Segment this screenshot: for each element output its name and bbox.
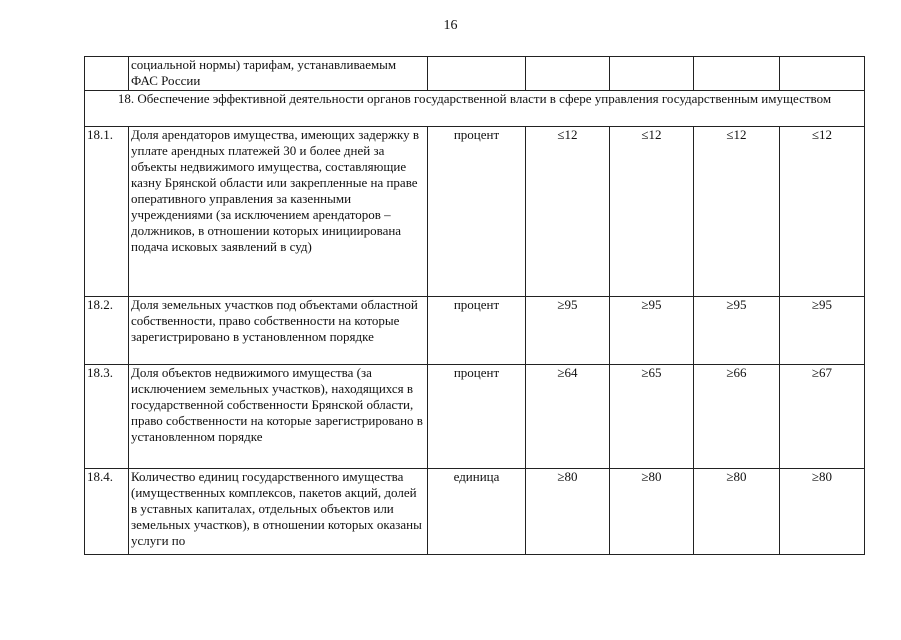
row-unit: процент <box>428 297 526 365</box>
table-row <box>85 469 865 555</box>
row-unit: процент <box>428 365 526 469</box>
row-value-3: ≥66 <box>694 365 780 469</box>
row-unit: единица <box>428 469 526 555</box>
cell-name-continued: социальной нормы) тарифам, устанавливаемым ФАС России <box>129 57 428 91</box>
table-row-continued <box>85 57 865 91</box>
row-value-2: ≥80 <box>610 469 694 555</box>
row-number: 18.4. <box>85 469 129 555</box>
page-number: 16 <box>443 18 458 33</box>
row-indicator-name: Доля объектов недвижимого имущества (за исключением земельных участков), находящихся в государственной собственности Брянской области, право собственности на которые зарегистрировано в установленном порядке <box>129 365 428 469</box>
row-indicator-name: Доля арендаторов имущества, имеющих задержку в уплате арендных платежей 30 и более дней за объекты недвижимого имущества, составляющие казну Брянской области или закрепленные на праве оперативного управления за казенными учреждениями (за исключением арендаторов – должников, в отношении которых инициирована подача исковых заявлений в суд) <box>129 127 428 297</box>
table-row <box>85 297 865 365</box>
row-value-2: ≥95 <box>610 297 694 365</box>
row-value-3: ≥80 <box>694 469 780 555</box>
row-indicator-name: Количество единиц государственного имущества (имущественных комплексов, пакетов акций, долей в уставных капиталах, отдельных объектов или земельных участков), в отношении которых оказаны услуги по <box>129 469 428 555</box>
row-value-1: ≥80 <box>526 469 610 555</box>
table-row <box>85 127 865 297</box>
row-value-3: ≥95 <box>694 297 780 365</box>
row-value-4: ≥67 <box>780 365 865 469</box>
section-header-row <box>85 91 865 127</box>
row-value-2: ≥65 <box>610 365 694 469</box>
row-value-1: ≥64 <box>526 365 610 469</box>
cell-value-continued-4 <box>780 57 865 91</box>
row-number: 18.1. <box>85 127 129 297</box>
row-value-1: ≥95 <box>526 297 610 365</box>
cell-num-continued <box>85 57 129 91</box>
row-unit: процент <box>428 127 526 297</box>
row-value-4: ≥95 <box>780 297 865 365</box>
row-value-4: ≥80 <box>780 469 865 555</box>
row-number: 18.3. <box>85 365 129 469</box>
row-value-3: ≤12 <box>694 127 780 297</box>
row-number: 18.2. <box>85 297 129 365</box>
cell-unit-continued <box>428 57 526 91</box>
section-title: 18. Обеспечение эффективной деятельности органов государственной власти в сфере управления государственным имуществом <box>85 91 865 127</box>
row-indicator-name: Доля земельных участков под объектами областной собственности, право собственности на которые зарегистрировано в установленном порядке <box>129 297 428 365</box>
row-value-1: ≤12 <box>526 127 610 297</box>
row-value-2: ≤12 <box>610 127 694 297</box>
cell-value-continued-2 <box>610 57 694 91</box>
table-row <box>85 365 865 469</box>
cell-value-continued-3 <box>694 57 780 91</box>
cell-value-continued-1 <box>526 57 610 91</box>
indicators-table <box>84 56 865 555</box>
row-value-4: ≤12 <box>780 127 865 297</box>
